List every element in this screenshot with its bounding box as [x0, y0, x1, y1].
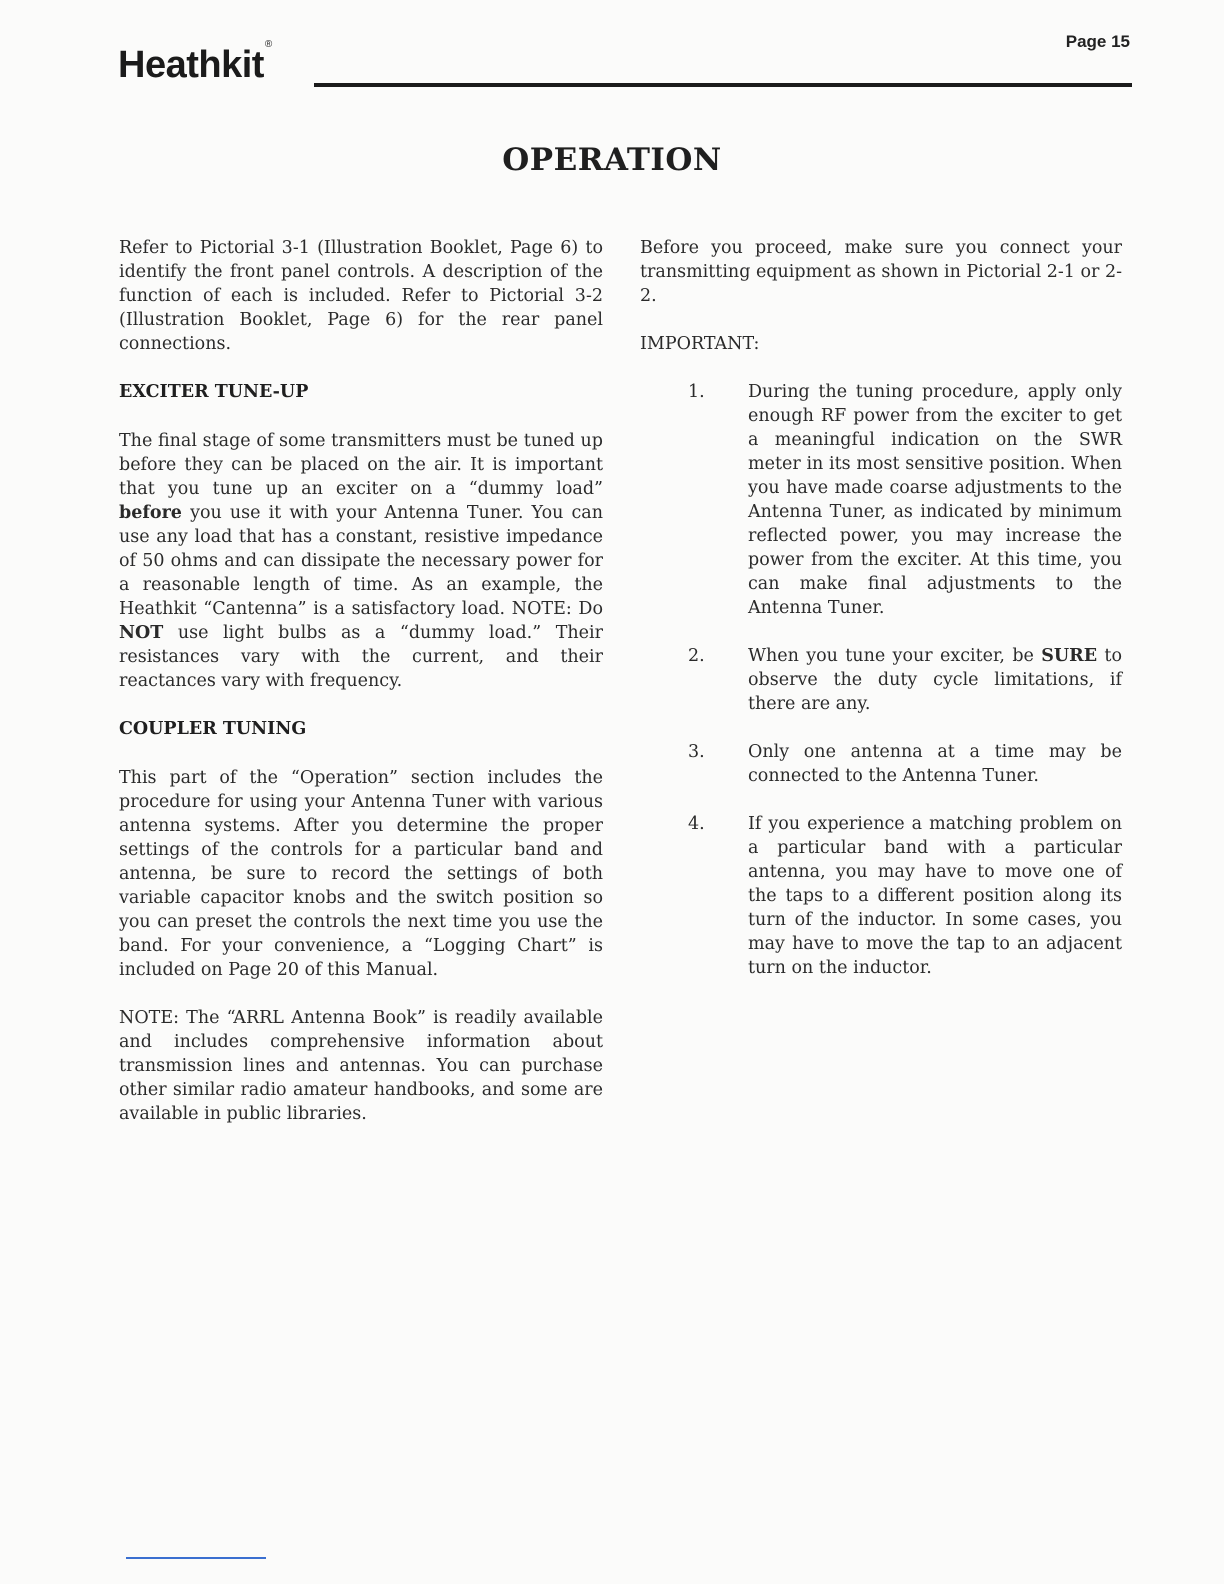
item-text-a: When you tune your exciter, be	[748, 646, 1034, 666]
before-paragraph: Before you proceed, make sure you connect your transmitting equipment as shown in Pictorial 2-1 or 2-2.	[640, 238, 1122, 306]
item-bold-sure: SURE	[1041, 646, 1098, 666]
heathkit-logo	[118, 39, 272, 87]
exciter-heading: EXCITER TUNE-UP	[119, 382, 309, 402]
item-number: 2.	[688, 646, 705, 666]
list-item	[640, 812, 1122, 980]
exciter-text-3: use light bulbs as a “dummy load.” Their resistances vary with the current, and their reactances vary with frequency.	[119, 623, 603, 691]
exciter-text-2: you use it with your Antenna Tuner. You can use any load that has a constant, resistive impedance of 50 ohms and can dissipate the necessary power for a reasonable length of time. As an example, the Heathkit “Cantenna” is a satisfactory load. NOTE: Do	[119, 503, 603, 619]
footer-line	[126, 1557, 266, 1559]
right-column	[640, 236, 1122, 1004]
page-title: OPERATION	[502, 142, 722, 178]
brand-name: Heathkit	[118, 44, 264, 86]
important-label: IMPORTANT:	[640, 334, 760, 354]
list-item	[640, 740, 1122, 788]
intro-paragraph: Refer to Pictorial 3-1 (Illustration Booklet, Page 6) to identify the front panel controls. A description of the function of each is included. Refer to Pictorial 3-2 (Illustration Booklet, Page 6) for the rear panel connections.	[119, 238, 603, 354]
exciter-paragraph	[119, 429, 603, 693]
list-item	[640, 380, 1122, 620]
item-number: 3.	[688, 742, 705, 762]
left-column	[119, 236, 603, 1150]
page-header	[118, 22, 1132, 102]
exciter-bold-before: before	[119, 503, 182, 523]
item-text: If you experience a matching problem on a particular band with a particular antenna, you may have to move one of the taps to a different position along its turn of the inductor. In some cases, you may have to move the tap to an adjacent turn on the inductor.	[748, 814, 1122, 978]
page-number: Page 15	[1065, 32, 1130, 51]
item-text	[748, 644, 1122, 716]
exciter-text-1: The final stage of some transmitters must be tuned up before they can be placed on the air. It is important that you tune up an exciter on a “dummy load”	[119, 431, 603, 499]
item-text-b: to observe the duty cycle limitations, if there are any.	[748, 646, 1122, 714]
list-item	[640, 644, 1122, 716]
coupler-paragraph: This part of the “Operation” section includes the procedure for using your Antenna Tuner with various antenna systems. After you determine the proper settings of the controls for a particular band and antenna, be sure to record the settings of both variable capacitor knobs and the switch position so you can preset the controls the next time you use the band. For your convenience, a “Logging Chart” is included on Page 20 of this Manual.	[119, 768, 603, 980]
item-number: 4.	[688, 814, 705, 834]
item-text: During the tuning procedure, apply only enough RF power from the exciter to get a meaningful indication on the SWR meter in its most sensitive position. When you have made coarse adjustments to the Antenna Tuner, as indicated by minimum reflected power, you may increase the power from the exciter. At this time, you can make final adjustments to the Antenna Tuner.	[748, 382, 1122, 618]
exciter-bold-not: NOT	[119, 623, 164, 643]
note-paragraph: NOTE: The “ARRL Antenna Book” is readily available and includes comprehensive information about transmission lines and antennas. You can purchase other similar radio amateur handbooks, and some are available in public libraries.	[119, 1008, 603, 1124]
coupler-heading: COUPLER TUNING	[119, 719, 307, 739]
registered-mark: ®	[264, 39, 272, 51]
item-number: 1.	[688, 382, 705, 402]
header-rule	[314, 83, 1132, 87]
item-text: Only one antenna at a time may be connected to the Antenna Tuner.	[748, 742, 1122, 786]
